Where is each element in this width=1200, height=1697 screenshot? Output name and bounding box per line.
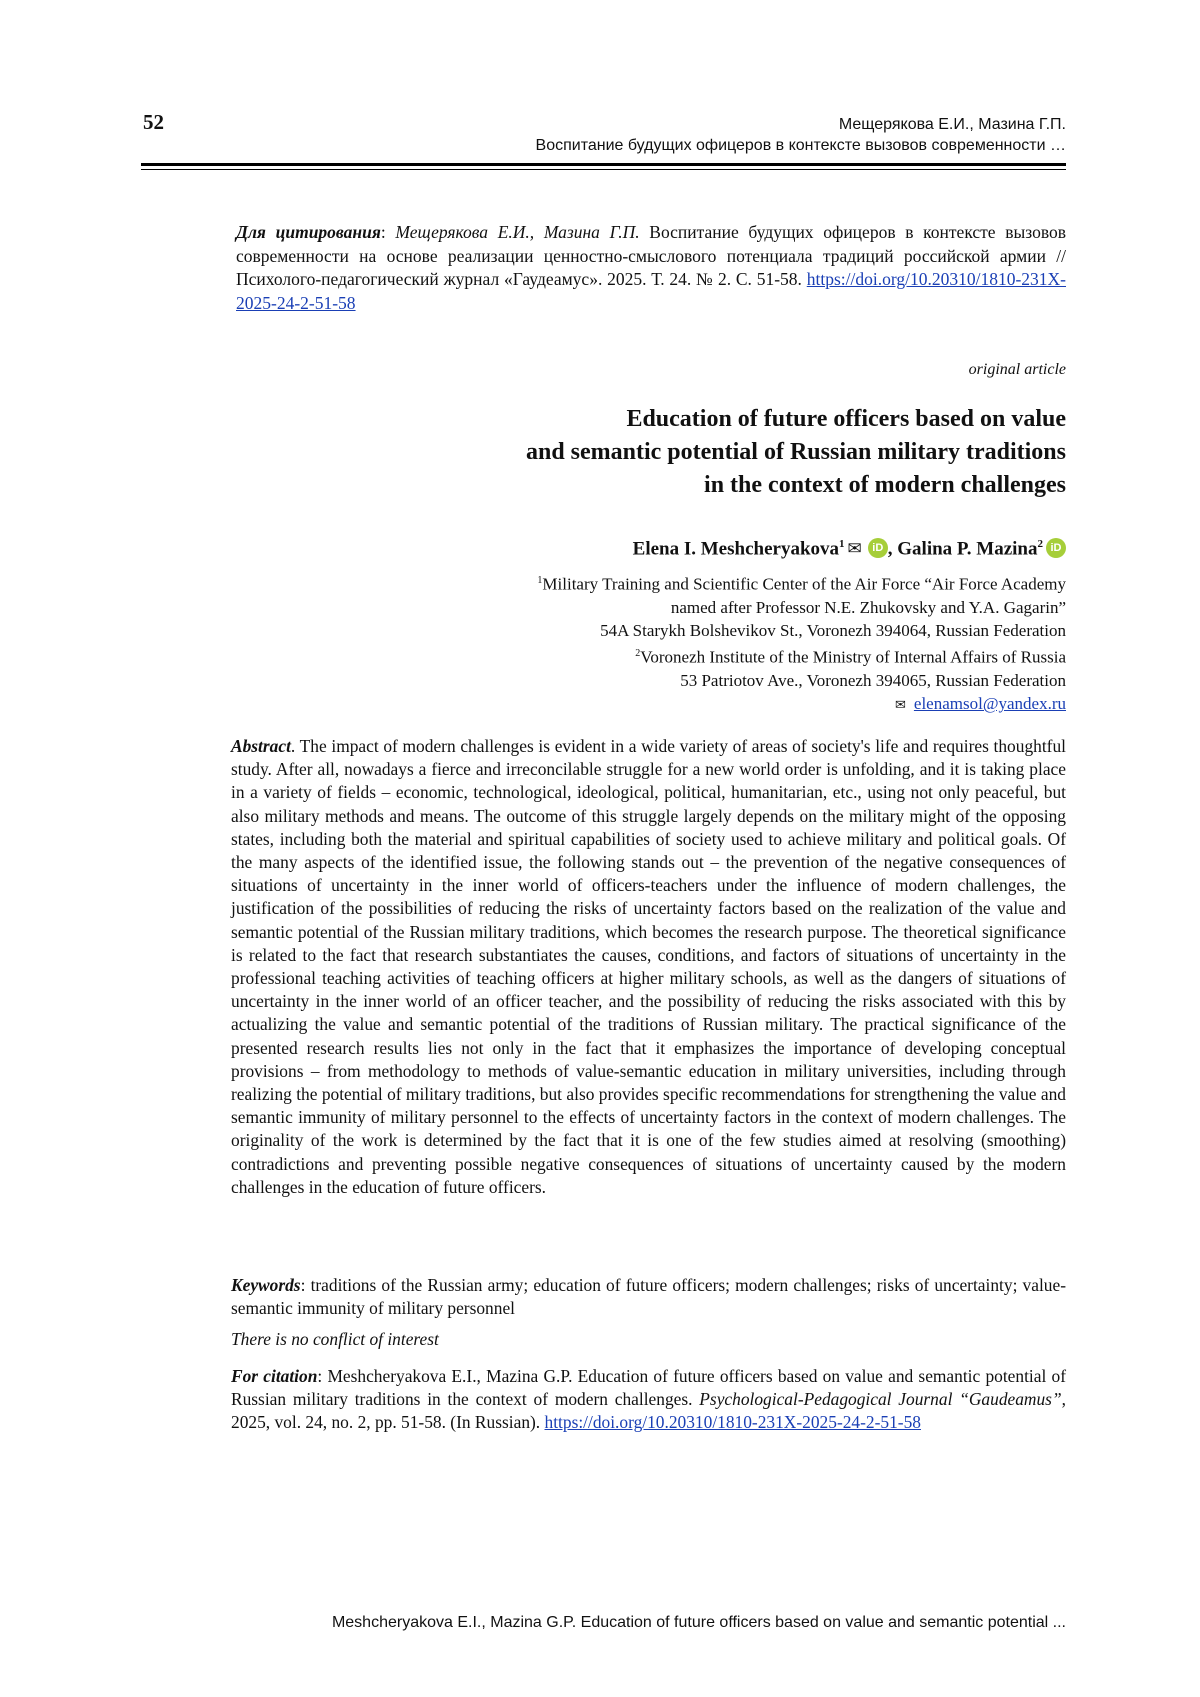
affiliation-line (537, 642, 1066, 669)
affiliations (537, 569, 1066, 717)
header-rule-thin (141, 169, 1066, 170)
affiliation-1-name: Military Training and Scientific Center of the Air Force “Air Force Academy (542, 574, 1066, 594)
conflict-statement: There is no conflict of interest (231, 1329, 439, 1349)
page-footer: Meshcheryakova E.I., Mazina G.P. Education of future officers based on value and semantic potential ... (331, 1614, 1066, 1631)
affiliation-2-name: Voronezh Institute of the Ministry of Internal Affairs of Russia (640, 647, 1066, 667)
citation-ru-text: Воспитание будущих офицеров в контексте вызовов современности на основе реализации ценностно-смыслового потенциала традиций российской армии // Психолого-педагогический журнал «Гаудеамус». 2025. Т. 24. № 2. С. 51-58. (236, 222, 1066, 289)
affiliation-2-sup: 2 (635, 648, 641, 660)
citation-en-doi-link[interactable]: https://doi.org/10.20310/1810-231X-2025-24-2-51-58 (544, 1412, 921, 1433)
author-1-name: Elena I. Meshcheryakova (632, 538, 840, 560)
running-head-authors: Мещерякова Е.И., Мазина Г.П. (838, 116, 1066, 133)
citation-en-label: For citation (231, 1366, 318, 1386)
citation-en-text: Meshcheryakova E.I., Mazina G.P. Education of future officers based on value and semantic potential of Russian military traditions in the context of modern challenges. (231, 1366, 1066, 1410)
citation-ru-doi-link[interactable]: https://doi.org/10.20310/1810-231X-2025-24-2-51-58 (236, 269, 1066, 313)
email-link[interactable]: elenamsol@yandex.ru (913, 694, 1066, 714)
citation-en-journal: Psychological-Pedagogical Journal “Gaudeamus” (699, 1389, 1062, 1410)
running-head-title: Воспитание будущих офицеров в контексте вызовов современности … (535, 137, 1066, 154)
author-2-name: Galina P. Mazina (897, 538, 1038, 560)
citation-ru-authors: Мещерякова Е.И., Мазина Г.П. (395, 222, 640, 242)
affiliation-line: 54A Starykh Bolshevikov St., Voronezh 394064, Russian Federation (600, 621, 1066, 641)
title-line: Education of future officers based on value (626, 406, 1066, 432)
header-rule-thick (141, 163, 1066, 166)
affiliation-line: named after Professor N.E. Zhukovsky and Y.A. Gagarin” (670, 597, 1066, 617)
citation-en: For citation: Meshcheryakova E.I., Mazina G.P. Education of future officers based on value and semantic potential of Russian military traditions in the context of modern challenges. Psychological-Pedagogical Journal “Gaudeamus”, 2025, vol. 24, no. 2, pp. 51-58. (In Russian). https://doi.org/10.20310/1810-231X-2025-24-2-51-58 (231, 1366, 1066, 1433)
keywords-text: traditions of the Russian army; education of future officers; modern challenges; risks of uncertainty; value-semantic immunity of military personnel (231, 1275, 1067, 1319)
keywords: Keywords: traditions of the Russian army; education of future officers; modern challenges; risks of uncertainty; value-semantic immunity of military personnel (231, 1275, 1067, 1319)
author-1-affiliation-sup: 1 (839, 538, 845, 550)
orcid-icon[interactable]: iD (868, 538, 888, 558)
author-2-affiliation-sup: 2 (1037, 538, 1043, 550)
abstract-label: Abstract (231, 736, 291, 756)
mail-icon: ✉ (895, 697, 906, 713)
keywords-label: Keywords (231, 1275, 301, 1295)
citation-ru-label: Для цитирования (236, 222, 381, 242)
citation-ru: Для цитирования: Мещерякова Е.И., Мазина Г.П. Воспитание будущих офицеров в контексте вызовов современности на основе реализации ценностно-смыслового потенциала традиций российской армии // Психолого-педагогический журнал «Гаудеамус». 2025. Т. 24. № 2. С. 51-58. https://doi.org/10.20310/1810-231X-2025-24-2-51-58 (236, 222, 1066, 313)
article-title (526, 403, 1066, 502)
email-line (537, 692, 1066, 716)
page-number: 52 (143, 110, 164, 134)
affiliation-line (537, 569, 1066, 596)
title-line: in the context of modern challenges (704, 472, 1066, 498)
affiliation-line: 53 Patriotov Ave., Voronezh 394065, Russian Federation (680, 671, 1066, 691)
article-type: original article (968, 361, 1066, 378)
abstract-text: The impact of modern challenges is evident in a wide variety of areas of society's life and requires thoughtful study. After all, nowadays a fierce and irreconcilable struggle for a new world order is unfolding, and it is taking place in a variety of fields – economic, technological, ideological, political, humanitarian, etc., using not only peaceful, but also military methods and means. The outcome of this struggle largely depends on the military might of the opposing states, including both the material and spiritual capabilities of society used to achieve military and political goals. Of the many aspects of the identified issue, the following stands out – the prevention of the negative consequences of situations of uncertainty in the inner world of officers-teachers under the influence of modern challenges, the justification of the possibilities of reducing the risks of uncertainty factors based on the realization of the value and semantic potential of the Russian military traditions, which becomes the research purpose. The theoretical significance is related to the fact that research substantiates the causes, conditions, and factors of situations of uncertainty in the professional teaching activities of teaching officers at higher military schools, as well as the dangers of situations of uncertainty in the inner world of an officer teacher, and the possibility of reducing the risks associated with this by actualizing the value and semantic potential of the traditions of Russian military. The practical significance of the presented research results lies not only in the fact that it emphasizes the importance of developing conceptual provisions – from methodology to methods of value-semantic education in military universities, including through realizing the potential of military traditions, but also provides specific recommendations for strengthening the value and semantic immunity of military personnel to the effects of uncertainty factors in the context of modern challenges. The originality of the work is determined by the fact that it is one of the few studies aimed at resolving (smoothing) contradictions and preventing possible negative consequences of situations of uncertainty caused by the modern challenges in the education of future officers. (231, 736, 1066, 1197)
affiliation-1-sup: 1 (537, 575, 543, 586)
orcid-icon[interactable]: iD (1046, 538, 1066, 558)
title-line: and semantic potential of Russian military traditions (525, 439, 1066, 465)
mail-icon: ✉ (847, 539, 862, 559)
authors-line: Elena I. Meshcheryakova$^1$ ✉ iD , Galina P. Mazina$^2$ iD (633, 538, 1066, 560)
abstract: Abstract. The impact of modern challenges is evident in a wide variety of areas of society's life and requires thoughtful study. After all, nowadays a fierce and irreconcilable struggle for a new world order is unfolding, and it is taking place in a variety of fields – economic, technological, ideological, political, humanitarian, etc., using not only peaceful, but also military methods and means. The outcome of this struggle largely depends on the military might of the opposing states, including both the material and spiritual capabilities of society used to achieve military and political goals. Of the many aspects of the identified issue, the following stands out – the prevention of the negative consequences of situations of uncertainty in the inner world of officers-teachers under the influence of modern challenges, the justification of the possibilities of reducing the risks of uncertainty factors based on the realization of the value and semantic potential of the Russian military traditions, which becomes the research purpose. The theoretical significance is related to the fact that research substantiates the causes, conditions, and factors of situations of uncertainty in the professional teaching activities of teaching officers at higher military schools, as well as the dangers of situations of uncertainty in the inner world of an officer teacher, and the possibility of reducing the risks associated with this by actualizing the value and semantic potential of the traditions of Russian military. The practical significance of the presented research results lies not only in the fact that it emphasizes the importance of developing conceptual provisions – from methodology to methods of value-semantic education in military universities, including through realizing the potential of military traditions, but also provides specific recommendations for strengthening the value and semantic immunity of military personnel to the effects of uncertainty factors in the context of modern challenges. The originality of the work is determined by the fact that it is one of the few studies aimed at resolving (smoothing) contradictions and preventing possible negative consequences of situations of uncertainty caused by the modern challenges in the education of future officers. (231, 736, 1066, 1197)
running-head (536, 114, 1066, 156)
citation-en-details: , 2025, vol. 24, no. 2, pp. 51-58. (In Russian). (231, 1389, 1066, 1433)
